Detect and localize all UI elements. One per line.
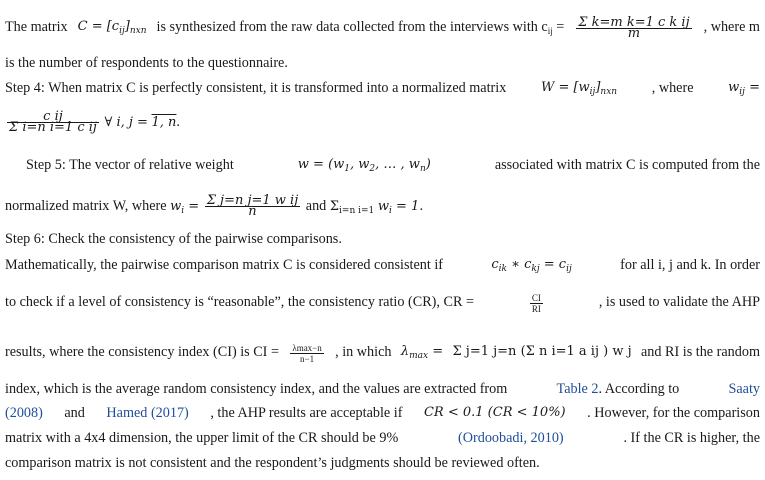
text: is synthesized from the raw data collected from the interviews with $c_{ij}$ = <box>156 19 565 36</box>
last-line: comparison matrix is not consistent and the respondent’s judgments should be reviewed often. <box>5 455 540 471</box>
fraction-normalize: $\frac{\text{c ij}}{\text{Σ i=n i=1 c ij}}$ <box>9 109 97 135</box>
ordoobadi-link[interactable]: (Ordoobadi, 2010) <box>458 430 564 446</box>
step6-line: Step 6: Check the consistency of the pairwise comparisons. <box>5 231 342 247</box>
saaty-link[interactable]: Saaty <box>728 381 760 397</box>
math-wij: $w_{ij}$ = <box>728 80 760 97</box>
step4-line-1: Step 4: When matrix C is perfectly consistent, it is transformed into a normalized matrix $W = [w_{ij}]_{nxn}$ , where $w_{ij}$ = <box>5 79 760 101</box>
text: The matrix <box>5 19 68 35</box>
step5-line-1: Step 5: The vector of relative weight $w = (w_1$, $w_2$, … , $w_n$) associated with matrix C is computed from the <box>26 156 760 178</box>
paragraph-line-2: is the number of respondents to the questionnaire. <box>5 55 288 71</box>
fraction-cr: $\frac{CI}{RI}$ <box>531 293 541 314</box>
math-weight-vector: $w = (w_1$, $w_2$, … , $w_n$) <box>297 157 431 174</box>
fraction-cij: $\frac{\text{Σ k=m k=1 c k ij}}{m}$ <box>578 15 690 41</box>
saaty-line: (2008) and Hamed (2017) , the AHP results are acceptable if CR < 0.1 (CR < 10%) . However, for the comparison <box>5 405 760 421</box>
table-2-link[interactable]: Table 2 <box>556 381 599 397</box>
math-matrix-w: $W = [w_{ij}]_{nxn}$ <box>540 80 618 97</box>
ci-line: results, where the consistency index (CI) is CI = $\frac{\lambda\max-n}{n-1}$ , in which $\lambda_{max}$ = Σ j=1 j=n (Σ n i=1 a ij ) w j and RI is the random <box>5 343 760 364</box>
hamed-link[interactable]: Hamed (2017) <box>106 405 189 421</box>
fraction-ci: $\frac{\lambda\max-n}{n-1}$ <box>292 343 322 364</box>
math-lambda-sum: Σ j=1 j=n (Σ n i=1 a ij ) w j <box>452 344 632 359</box>
fraction-weight: $\frac{\text{Σ j=n j=1 w ij}}{n}$ <box>206 193 299 219</box>
matrix-dimension-line: matrix with a 4x4 dimension, the upper limit of the CR should be 9% (Ordoobadi, 2010) . If the CR is higher, the <box>5 430 760 446</box>
index-line: index, which is the average random consistency index, and the values are extracted from Table 2. According to Saaty <box>5 381 760 397</box>
math-cr-threshold: CR < 0.1 (CR < 10%) <box>423 405 566 420</box>
paragraph-matrix-line-1 <box>5 15 760 41</box>
math-matrix-c: $C = [c_{ij}]_{nxn}$ <box>77 19 147 36</box>
math-consistency-line: Mathematically, the pairwise comparison matrix C is considered consistent if $c_{ik}$ ∗ $c_{kj} = c_{ij}$ for all i, j and k. In order <box>5 256 760 278</box>
math-consistency-expr: $c_{ik}$ ∗ $c_{kj} = c_{ij}$ <box>491 257 572 274</box>
saaty-year-link[interactable]: (2008) <box>5 405 43 421</box>
cr-line: to check if a level of consistency is “reasonable”, the consistency ratio (CR), CR = $\frac{CI}{RI}$ , is used to validate the AHP <box>5 293 760 314</box>
step4-line-2: $\frac{\text{c ij}}{\text{Σ i=n i=1 c ij}}$ ∀ i, j = 1, n. <box>9 109 180 135</box>
step5-line-2: normalized matrix W, where $w_i$ = $\frac{\text{Σ j=n j=1 w ij}}{n}$ and $\Sigma_{i=n i=1}$ $w_i = 1$. <box>5 193 424 219</box>
text: , where m <box>703 19 760 35</box>
